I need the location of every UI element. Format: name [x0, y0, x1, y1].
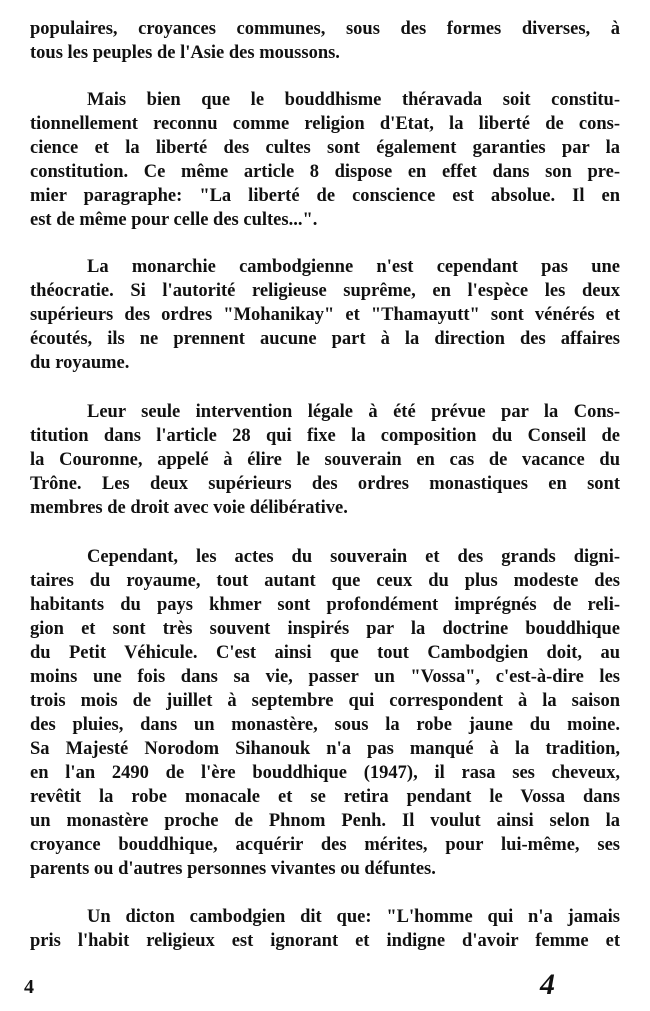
- text-line: la Couronne, appelé à élire le souverain en cas de vacance du: [30, 450, 620, 470]
- text-line: est de même pour celle des cultes...".: [30, 210, 318, 230]
- text-line: Leur seule intervention légale à été prévue par la Cons-: [87, 402, 620, 422]
- text-line: trois mois de juillet à septembre qui correspondent à la saison: [30, 691, 620, 711]
- text-line: constitution. Ce même article 8 dispose en effet dans son pre-: [30, 162, 620, 182]
- text-line: gion et sont très souvent inspirés par la doctrine bouddhique: [30, 619, 620, 639]
- text-line: revêtit la robe monacale et se retira pendant le Vossa dans: [30, 787, 620, 807]
- text-line: du Petit Véhicule. C'est ainsi que tout Cambodgien doit, au: [30, 643, 620, 663]
- text-line: un monastère proche de Phnom Penh. Il voulut ainsi selon la: [30, 811, 620, 831]
- text-line: écoutés, ils ne prennent aucune part à la direction des affaires: [30, 329, 620, 349]
- text-line: tous les peuples de l'Asie des moussons.: [30, 43, 340, 63]
- text-line: du royaume.: [30, 353, 130, 373]
- text-line: habitants du pays khmer sont profondément imprégnés de reli-: [30, 595, 620, 615]
- margin-mark: 4: [540, 968, 555, 1001]
- text-line: des pluies, dans un monastère, sous la robe jaune du moine.: [30, 715, 620, 735]
- text-line: supérieurs des ordres "Mohanikay" et "Thamayutt" sont vénérés et: [30, 305, 620, 325]
- text-line: parents ou d'autres personnes vivantes ou défuntes.: [30, 859, 436, 879]
- text-line: pris l'habit religieux est ignorant et indigne d'avoir femme et: [30, 931, 620, 951]
- text-line: tionnellement reconnu comme religion d'Etat, la liberté de cons-: [30, 114, 620, 134]
- text-line: membres de droit avec voie délibérative.: [30, 498, 348, 518]
- text-line: Trône. Les deux supérieurs des ordres monastiques en sont: [30, 474, 620, 494]
- text-line: moins une fois dans sa vie, passer un "Vossa", c'est-à-dire les: [30, 667, 620, 687]
- text-line: croyance bouddhique, acquérir des mérites, pour lui-même, ses: [30, 835, 620, 855]
- text-line: mier paragraphe: "La liberté de conscience est absolue. Il en: [30, 186, 620, 206]
- text-line: titution dans l'article 28 qui fixe la composition du Conseil de: [30, 426, 620, 446]
- text-line: populaires, croyances communes, sous des formes diverses, à: [30, 19, 620, 39]
- text-line: Sa Majesté Norodom Sihanouk n'a pas manqué à la tradition,: [30, 739, 620, 759]
- text-line: Un dicton cambodgien dit que: "L'homme qui n'a jamais: [87, 907, 620, 927]
- text-line: théocratie. Si l'autorité religieuse suprême, en l'espèce les deux: [30, 281, 620, 301]
- text-line: Cependant, les actes du souverain et des grands digni-: [87, 547, 620, 567]
- text-line: Mais bien que le bouddhisme théravada soit constitu-: [87, 90, 620, 110]
- text-line: en l'an 2490 de l'ère bouddhique (1947), il rasa ses cheveux,: [30, 763, 620, 783]
- text-line: La monarchie cambodgienne n'est cependant pas une: [87, 257, 620, 277]
- page-number: 4: [24, 976, 34, 998]
- text-line: taires du royaume, tout autant que ceux du plus modeste des: [30, 571, 620, 591]
- text-line: cience et la liberté des cultes sont également garanties par la: [30, 138, 620, 158]
